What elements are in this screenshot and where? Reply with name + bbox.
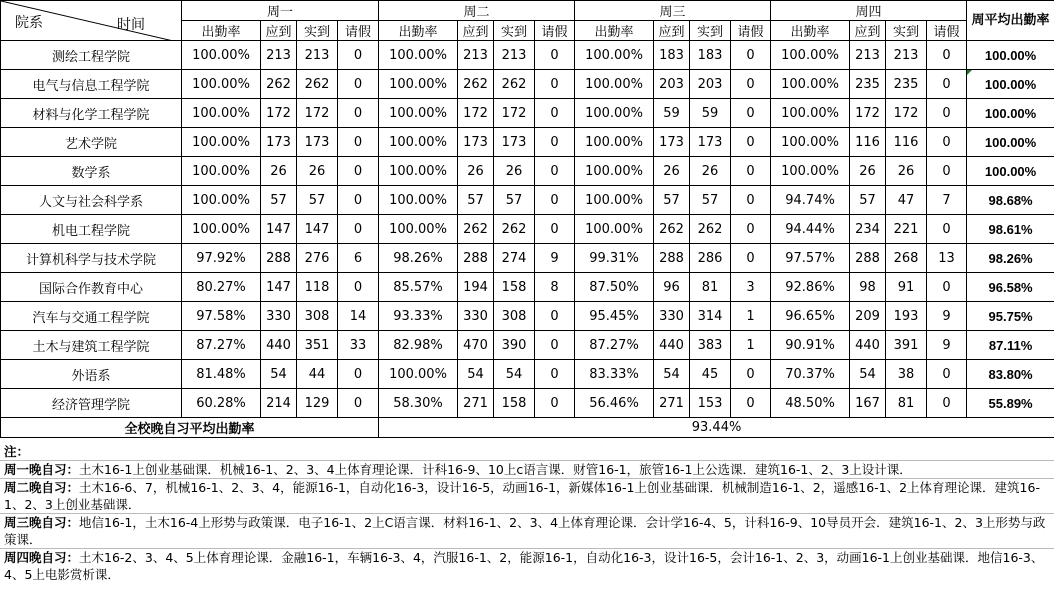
total-value: 93.44% bbox=[379, 418, 1054, 438]
expected-cell: 288 bbox=[458, 244, 494, 273]
leave-cell: 0 bbox=[731, 70, 771, 99]
present-cell: 116 bbox=[886, 128, 927, 157]
leave-cell: 0 bbox=[338, 215, 379, 244]
expected-cell: 470 bbox=[458, 331, 494, 360]
weekly-average-cell: 95.75% bbox=[967, 302, 1054, 331]
leave-cell: 9 bbox=[535, 244, 575, 273]
rate-cell: 100.00% bbox=[379, 99, 458, 128]
table-row bbox=[1, 244, 1054, 273]
weekly-average-cell: 87.11% bbox=[967, 331, 1054, 360]
present-cell: 45 bbox=[690, 360, 731, 389]
leave-cell: 0 bbox=[731, 244, 771, 273]
leave-cell: 0 bbox=[731, 215, 771, 244]
rate-cell: 100.00% bbox=[771, 41, 850, 70]
note-item bbox=[0, 513, 1054, 548]
rate-cell: 100.00% bbox=[771, 99, 850, 128]
leave-cell: 0 bbox=[927, 41, 967, 70]
expected-cell: 271 bbox=[654, 389, 690, 418]
expected-cell: 262 bbox=[261, 70, 297, 99]
expected-cell: 26 bbox=[850, 157, 886, 186]
rate-cell: 100.00% bbox=[575, 186, 654, 215]
present-cell: 172 bbox=[297, 99, 338, 128]
expected-cell: 262 bbox=[654, 215, 690, 244]
rate-cell: 82.98% bbox=[379, 331, 458, 360]
present-cell: 276 bbox=[297, 244, 338, 273]
table-row bbox=[1, 302, 1054, 331]
college-name: 外语系 bbox=[1, 360, 182, 389]
table-row bbox=[1, 157, 1054, 186]
rate-cell: 70.37% bbox=[771, 360, 850, 389]
note-item bbox=[0, 460, 1054, 478]
college-name: 汽车与交通工程学院 bbox=[1, 302, 182, 331]
expected-cell: 288 bbox=[261, 244, 297, 273]
leave-cell: 8 bbox=[535, 273, 575, 302]
day-header-mon: 周一 bbox=[182, 1, 379, 21]
expected-cell: 57 bbox=[458, 186, 494, 215]
expected-cell: 213 bbox=[261, 41, 297, 70]
leave-cell: 0 bbox=[927, 99, 967, 128]
present-cell: 221 bbox=[886, 215, 927, 244]
table-row bbox=[1, 41, 1054, 70]
rate-cell: 100.00% bbox=[771, 157, 850, 186]
subheader-present: 实到 bbox=[690, 21, 731, 41]
table-row bbox=[1, 389, 1054, 418]
expected-cell: 440 bbox=[654, 331, 690, 360]
present-cell: 81 bbox=[886, 389, 927, 418]
college-name: 土木与建筑工程学院 bbox=[1, 331, 182, 360]
present-cell: 91 bbox=[886, 273, 927, 302]
note-item bbox=[0, 478, 1054, 513]
present-cell: 213 bbox=[297, 41, 338, 70]
weekly-average-cell: 98.26% bbox=[967, 244, 1054, 273]
rate-cell: 100.00% bbox=[182, 41, 261, 70]
weekly-average-cell: 96.58% bbox=[967, 273, 1054, 302]
rate-cell: 98.26% bbox=[379, 244, 458, 273]
expected-cell: 172 bbox=[458, 99, 494, 128]
leave-cell: 0 bbox=[927, 128, 967, 157]
subheader-expected: 应到 bbox=[458, 21, 494, 41]
table-row bbox=[1, 360, 1054, 389]
rate-cell: 93.33% bbox=[379, 302, 458, 331]
weekly-average-cell: 100.00% bbox=[967, 157, 1054, 186]
expected-cell: 57 bbox=[261, 186, 297, 215]
subheader-leave: 请假 bbox=[338, 21, 379, 41]
leave-cell: 0 bbox=[535, 215, 575, 244]
note-item bbox=[0, 548, 1054, 583]
expected-cell: 440 bbox=[850, 331, 886, 360]
leave-cell: 0 bbox=[338, 128, 379, 157]
rate-cell: 100.00% bbox=[182, 215, 261, 244]
expected-cell: 54 bbox=[458, 360, 494, 389]
rate-cell: 100.00% bbox=[575, 99, 654, 128]
subheader-rate: 出勤率 bbox=[575, 21, 654, 41]
college-name: 艺术学院 bbox=[1, 128, 182, 157]
rate-cell: 96.65% bbox=[771, 302, 850, 331]
expected-cell: 330 bbox=[654, 302, 690, 331]
expected-cell: 57 bbox=[850, 186, 886, 215]
rate-cell: 83.33% bbox=[575, 360, 654, 389]
leave-cell: 13 bbox=[927, 244, 967, 273]
day-header-thu: 周四 bbox=[771, 1, 967, 21]
present-cell: 59 bbox=[690, 99, 731, 128]
subheader-leave: 请假 bbox=[535, 21, 575, 41]
leave-cell: 0 bbox=[338, 41, 379, 70]
college-name: 人文与社会科学系 bbox=[1, 186, 182, 215]
subheader-rate: 出勤率 bbox=[182, 21, 261, 41]
department-header: 院系 bbox=[15, 15, 43, 31]
rate-cell: 100.00% bbox=[379, 41, 458, 70]
rate-cell: 85.57% bbox=[379, 273, 458, 302]
leave-cell: 0 bbox=[535, 360, 575, 389]
rate-cell: 95.45% bbox=[575, 302, 654, 331]
college-name: 电气与信息工程学院 bbox=[1, 70, 182, 99]
present-cell: 147 bbox=[297, 215, 338, 244]
subheader-expected: 应到 bbox=[261, 21, 297, 41]
expected-cell: 271 bbox=[458, 389, 494, 418]
leave-cell: 1 bbox=[731, 302, 771, 331]
subheader-leave: 请假 bbox=[731, 21, 771, 41]
leave-cell: 0 bbox=[338, 70, 379, 99]
present-cell: 308 bbox=[297, 302, 338, 331]
subheader-expected: 应到 bbox=[850, 21, 886, 41]
table-row bbox=[1, 99, 1054, 128]
expected-cell: 54 bbox=[261, 360, 297, 389]
expected-cell: 262 bbox=[458, 70, 494, 99]
subheader-leave: 请假 bbox=[927, 21, 967, 41]
college-name: 材料与化学工程学院 bbox=[1, 99, 182, 128]
present-cell: 26 bbox=[494, 157, 535, 186]
college-name: 数学系 bbox=[1, 157, 182, 186]
expected-cell: 116 bbox=[850, 128, 886, 157]
expected-cell: 26 bbox=[261, 157, 297, 186]
table-row bbox=[1, 331, 1054, 360]
note-text: 地信16-1，土木16-4上形势与政策课．电子16-1、2上C语言课．材料16-1、2、3、4上体育理论课．会计学16-4、5，计科16-9、10导员开会．建筑16-1、2、3上形势与政策课． bbox=[4, 515, 1046, 547]
rate-cell: 100.00% bbox=[771, 70, 850, 99]
present-cell: 213 bbox=[886, 41, 927, 70]
leave-cell: 0 bbox=[927, 273, 967, 302]
rate-cell: 90.91% bbox=[771, 331, 850, 360]
present-cell: 158 bbox=[494, 273, 535, 302]
rate-cell: 87.50% bbox=[575, 273, 654, 302]
rate-cell: 58.30% bbox=[379, 389, 458, 418]
expected-cell: 330 bbox=[458, 302, 494, 331]
expected-cell: 96 bbox=[654, 273, 690, 302]
present-cell: 129 bbox=[297, 389, 338, 418]
expected-cell: 330 bbox=[261, 302, 297, 331]
expected-cell: 173 bbox=[458, 128, 494, 157]
present-cell: 172 bbox=[886, 99, 927, 128]
college-name: 经济管理学院 bbox=[1, 389, 182, 418]
present-cell: 47 bbox=[886, 186, 927, 215]
expected-cell: 147 bbox=[261, 215, 297, 244]
leave-cell: 0 bbox=[731, 99, 771, 128]
present-cell: 262 bbox=[494, 215, 535, 244]
leave-cell: 0 bbox=[731, 128, 771, 157]
rate-cell: 100.00% bbox=[379, 70, 458, 99]
day-header-wed: 周三 bbox=[575, 1, 771, 21]
leave-cell: 0 bbox=[535, 331, 575, 360]
expected-cell: 214 bbox=[261, 389, 297, 418]
expected-cell: 288 bbox=[850, 244, 886, 273]
leave-cell: 0 bbox=[927, 360, 967, 389]
rate-cell: 94.44% bbox=[771, 215, 850, 244]
rate-cell: 100.00% bbox=[771, 128, 850, 157]
present-cell: 118 bbox=[297, 273, 338, 302]
leave-cell: 0 bbox=[535, 70, 575, 99]
present-cell: 26 bbox=[297, 157, 338, 186]
rate-cell: 100.00% bbox=[182, 157, 261, 186]
note-text: 土木16-6、7，机械16-1、2、3、4，能源16-1，自动化16-3，设计16-5，动画16-1，新媒体16-1上创业基础课．机械制造16-1、2，遥感16-1、2上体育理论课．建筑16-1、2、3上创业基础课． bbox=[4, 480, 1040, 512]
present-cell: 308 bbox=[494, 302, 535, 331]
leave-cell: 7 bbox=[927, 186, 967, 215]
present-cell: 351 bbox=[297, 331, 338, 360]
subheader-present: 实到 bbox=[886, 21, 927, 41]
present-cell: 173 bbox=[494, 128, 535, 157]
total-label: 全校晚自习平均出勤率 bbox=[1, 418, 379, 438]
expected-cell: 194 bbox=[458, 273, 494, 302]
expected-cell: 183 bbox=[654, 41, 690, 70]
expected-cell: 98 bbox=[850, 273, 886, 302]
leave-cell: 0 bbox=[338, 99, 379, 128]
leave-cell: 0 bbox=[338, 273, 379, 302]
present-cell: 54 bbox=[494, 360, 535, 389]
leave-cell: 0 bbox=[731, 360, 771, 389]
expected-cell: 26 bbox=[654, 157, 690, 186]
present-cell: 172 bbox=[494, 99, 535, 128]
rate-cell: 100.00% bbox=[182, 128, 261, 157]
expected-cell: 57 bbox=[654, 186, 690, 215]
present-cell: 268 bbox=[886, 244, 927, 273]
expected-cell: 167 bbox=[850, 389, 886, 418]
leave-cell: 0 bbox=[338, 157, 379, 186]
note-label: 周二晚自习： bbox=[4, 480, 80, 495]
notes-title: 注： bbox=[4, 444, 30, 459]
table-row bbox=[1, 215, 1054, 244]
leave-cell: 0 bbox=[927, 70, 967, 99]
rate-cell: 87.27% bbox=[182, 331, 261, 360]
weekly-average-cell: 100.00% bbox=[967, 99, 1054, 128]
leave-cell: 3 bbox=[731, 273, 771, 302]
table-row bbox=[1, 70, 1054, 99]
present-cell: 286 bbox=[690, 244, 731, 273]
rate-cell: 94.74% bbox=[771, 186, 850, 215]
weekly-average-header: 周平均出勤率 bbox=[967, 1, 1054, 41]
college-name: 机电工程学院 bbox=[1, 215, 182, 244]
table-row bbox=[1, 273, 1054, 302]
present-cell: 26 bbox=[886, 157, 927, 186]
rate-cell: 48.50% bbox=[771, 389, 850, 418]
leave-cell: 0 bbox=[535, 186, 575, 215]
present-cell: 274 bbox=[494, 244, 535, 273]
expected-cell: 440 bbox=[261, 331, 297, 360]
subheader-rate: 出勤率 bbox=[771, 21, 850, 41]
note-label: 周四晚自习： bbox=[4, 550, 80, 565]
present-cell: 173 bbox=[297, 128, 338, 157]
leave-cell: 9 bbox=[927, 302, 967, 331]
present-cell: 57 bbox=[297, 186, 338, 215]
corner-header bbox=[1, 1, 182, 41]
note-text: 土木16-1上创业基础课．机械16-1、2、3、4上体育理论课．计科16-9、10上c语言课．财管16-1，旅管16-1上公选课．建筑16-1、2、3上设计课． bbox=[79, 462, 912, 477]
expected-cell: 213 bbox=[458, 41, 494, 70]
rate-cell: 100.00% bbox=[379, 215, 458, 244]
rate-cell: 99.31% bbox=[575, 244, 654, 273]
leave-cell: 0 bbox=[731, 389, 771, 418]
expected-cell: 26 bbox=[458, 157, 494, 186]
present-cell: 183 bbox=[690, 41, 731, 70]
leave-cell: 0 bbox=[927, 157, 967, 186]
expected-cell: 209 bbox=[850, 302, 886, 331]
day-header-tue: 周二 bbox=[379, 1, 575, 21]
rate-cell: 92.86% bbox=[771, 273, 850, 302]
leave-cell: 14 bbox=[338, 302, 379, 331]
present-cell: 57 bbox=[690, 186, 731, 215]
leave-cell: 0 bbox=[535, 302, 575, 331]
leave-cell: 0 bbox=[731, 186, 771, 215]
leave-cell: 0 bbox=[731, 157, 771, 186]
present-cell: 38 bbox=[886, 360, 927, 389]
leave-cell: 0 bbox=[927, 215, 967, 244]
expected-cell: 173 bbox=[654, 128, 690, 157]
present-cell: 26 bbox=[690, 157, 731, 186]
expected-cell: 172 bbox=[850, 99, 886, 128]
subheader-present: 实到 bbox=[297, 21, 338, 41]
present-cell: 203 bbox=[690, 70, 731, 99]
leave-cell: 0 bbox=[535, 41, 575, 70]
weekly-average-cell: 83.80% bbox=[967, 360, 1054, 389]
expected-cell: 213 bbox=[850, 41, 886, 70]
rate-cell: 87.27% bbox=[575, 331, 654, 360]
rate-cell: 100.00% bbox=[379, 360, 458, 389]
expected-cell: 234 bbox=[850, 215, 886, 244]
rate-cell: 100.00% bbox=[575, 157, 654, 186]
present-cell: 262 bbox=[494, 70, 535, 99]
subheader-present: 实到 bbox=[494, 21, 535, 41]
rate-cell: 100.00% bbox=[575, 128, 654, 157]
note-text: 土木16-2、3、4、5上体育理论课．金融16-1，车辆16-3、4，汽服16-1、2，能源16-1，自动化16-3，设计16-5，会计16-1、2、3，动画16-1上创业基础课．地信16-3、4、5上电影赏析课． bbox=[4, 550, 1044, 582]
college-name: 国际合作教育中心 bbox=[1, 273, 182, 302]
leave-cell: 0 bbox=[535, 389, 575, 418]
rate-cell: 56.46% bbox=[575, 389, 654, 418]
present-cell: 44 bbox=[297, 360, 338, 389]
rate-cell: 100.00% bbox=[182, 99, 261, 128]
expected-cell: 288 bbox=[654, 244, 690, 273]
rate-cell: 100.00% bbox=[182, 70, 261, 99]
expected-cell: 54 bbox=[654, 360, 690, 389]
rate-cell: 97.57% bbox=[771, 244, 850, 273]
subheader-rate: 出勤率 bbox=[379, 21, 458, 41]
leave-cell: 0 bbox=[731, 41, 771, 70]
rate-cell: 80.27% bbox=[182, 273, 261, 302]
note-label: 周一晚自习： bbox=[4, 462, 80, 477]
present-cell: 193 bbox=[886, 302, 927, 331]
present-cell: 391 bbox=[886, 331, 927, 360]
present-cell: 262 bbox=[690, 215, 731, 244]
college-name: 计算机科学与技术学院 bbox=[1, 244, 182, 273]
leave-cell: 0 bbox=[338, 389, 379, 418]
comment-marker-icon bbox=[967, 70, 972, 75]
leave-cell: 1 bbox=[731, 331, 771, 360]
present-cell: 57 bbox=[494, 186, 535, 215]
subheader-expected: 应到 bbox=[654, 21, 690, 41]
present-cell: 314 bbox=[690, 302, 731, 331]
present-cell: 262 bbox=[297, 70, 338, 99]
leave-cell: 9 bbox=[927, 331, 967, 360]
present-cell: 390 bbox=[494, 331, 535, 360]
expected-cell: 262 bbox=[458, 215, 494, 244]
rate-cell: 100.00% bbox=[575, 41, 654, 70]
leave-cell: 0 bbox=[535, 128, 575, 157]
present-cell: 383 bbox=[690, 331, 731, 360]
rate-cell: 97.92% bbox=[182, 244, 261, 273]
rate-cell: 100.00% bbox=[379, 186, 458, 215]
time-header: 时间 bbox=[117, 17, 145, 33]
present-cell: 235 bbox=[886, 70, 927, 99]
leave-cell: 0 bbox=[338, 186, 379, 215]
present-cell: 173 bbox=[690, 128, 731, 157]
leave-cell: 0 bbox=[535, 99, 575, 128]
rate-cell: 100.00% bbox=[575, 70, 654, 99]
table-row bbox=[1, 186, 1054, 215]
rate-cell: 97.58% bbox=[182, 302, 261, 331]
present-cell: 158 bbox=[494, 389, 535, 418]
leave-cell: 33 bbox=[338, 331, 379, 360]
expected-cell: 173 bbox=[261, 128, 297, 157]
expected-cell: 59 bbox=[654, 99, 690, 128]
leave-cell: 6 bbox=[338, 244, 379, 273]
rate-cell: 100.00% bbox=[575, 215, 654, 244]
notes-section bbox=[0, 443, 1054, 583]
note-label: 周三晚自习： bbox=[4, 515, 80, 530]
weekly-average-cell: 98.61% bbox=[967, 215, 1054, 244]
leave-cell: 0 bbox=[535, 157, 575, 186]
present-cell: 153 bbox=[690, 389, 731, 418]
table-row bbox=[1, 128, 1054, 157]
weekly-average-cell: 100.00% bbox=[967, 41, 1054, 70]
leave-cell: 0 bbox=[927, 389, 967, 418]
present-cell: 81 bbox=[690, 273, 731, 302]
leave-cell: 0 bbox=[338, 360, 379, 389]
expected-cell: 235 bbox=[850, 70, 886, 99]
rate-cell: 100.00% bbox=[182, 186, 261, 215]
weekly-average-cell: 100.00% bbox=[967, 70, 1054, 99]
present-cell: 213 bbox=[494, 41, 535, 70]
weekly-average-cell: 55.89% bbox=[967, 389, 1054, 418]
weekly-average-cell: 100.00% bbox=[967, 128, 1054, 157]
weekly-average-cell: 98.68% bbox=[967, 186, 1054, 215]
expected-cell: 203 bbox=[654, 70, 690, 99]
expected-cell: 54 bbox=[850, 360, 886, 389]
rate-cell: 81.48% bbox=[182, 360, 261, 389]
total-row bbox=[1, 418, 1054, 438]
expected-cell: 147 bbox=[261, 273, 297, 302]
college-name: 测绘工程学院 bbox=[1, 41, 182, 70]
rate-cell: 100.00% bbox=[379, 157, 458, 186]
rate-cell: 100.00% bbox=[379, 128, 458, 157]
expected-cell: 172 bbox=[261, 99, 297, 128]
rate-cell: 60.28% bbox=[182, 389, 261, 418]
